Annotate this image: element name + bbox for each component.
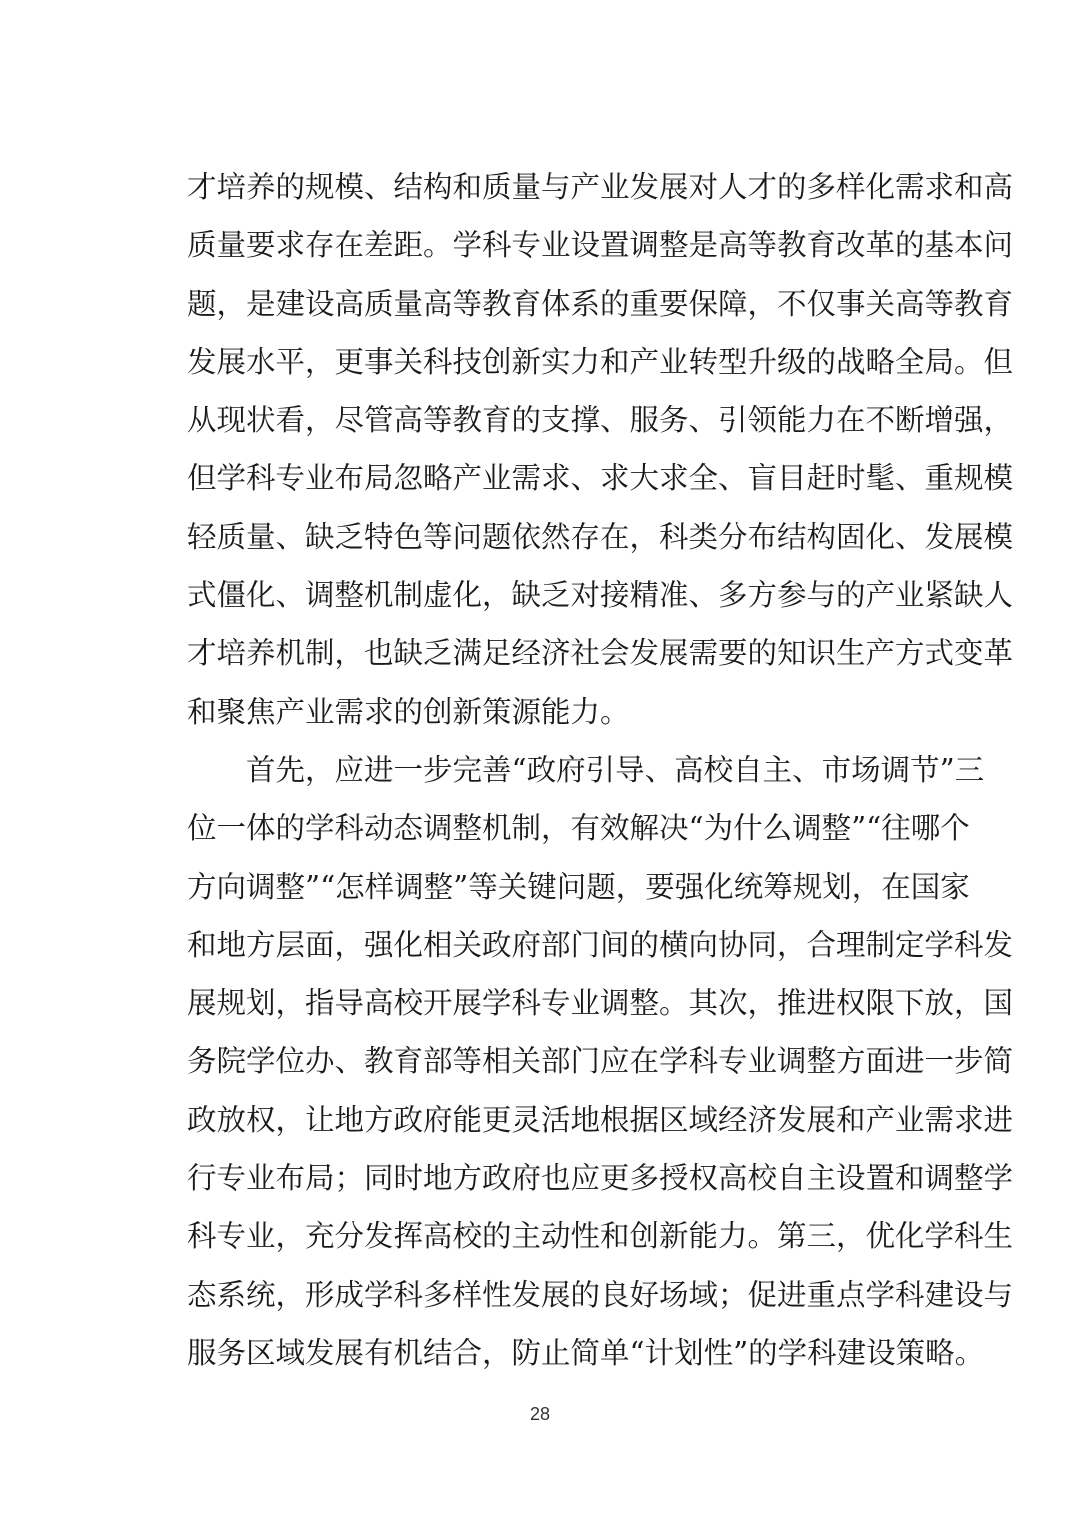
paragraph-2: [187, 741, 1014, 1382]
text-line: 服务区域发展有机结合，防止简单“计划性”的学科建设策略。: [187, 1335, 985, 1370]
text-line: 展规划，指导高校开展学科专业调整。其次，推进权限下放，国: [187, 986, 1014, 1021]
text-line: 位一体的学科动态调整机制，有效解决“为什么调整”“往哪个: [187, 811, 970, 846]
text-line: 方向调整”“怎样调整”等关键问题，要强化统筹规划，在国家: [187, 869, 970, 904]
text-line: 发展水平，更事关科技创新实力和产业转型升级的战略全局。但: [187, 344, 1014, 379]
text-line: 但学科专业布局忽略产业需求、求大求全、盲目赶时髦、重规模: [187, 461, 1014, 496]
text-line: 式僵化、调整机制虚化，缺乏对接精准、多方参与的产业紧缺人: [187, 578, 1014, 613]
text-line: 务院学位办、教育部等相关部门应在学科专业调整方面进一步简: [187, 1044, 1014, 1079]
text-line: 政放权，让地方政府能更灵活地根据区域经济发展和产业需求进: [187, 1102, 1014, 1137]
text-line: 和地方层面，强化相关政府部门间的横向协同，合理制定学科发: [187, 927, 1014, 962]
body-text: [187, 158, 1014, 1382]
text-line: 行专业布局；同时地方政府也应更多授权高校自主设置和调整学: [187, 1161, 1014, 1196]
text-line: 态系统，形成学科多样性发展的良好场域；促进重点学科建设与: [187, 1277, 1014, 1312]
text-line: 才培养机制，也缺乏满足经济社会发展需要的知识生产方式变革: [187, 636, 1014, 671]
text-line: 才培养的规模、结构和质量与产业发展对人才的多样化需求和高: [187, 170, 1014, 204]
text-line: 轻质量、缺乏特色等问题依然存在，科类分布结构固化、发展模: [187, 519, 1014, 554]
page-number: 28: [529, 1404, 551, 1424]
paragraph-1: [187, 158, 1014, 741]
text-line: 题，是建设高质量高等教育体系的重要保障，不仅事关高等教育: [187, 286, 1014, 321]
text-line: 从现状看，尽管高等教育的支撑、服务、引领能力在不断增强，: [187, 403, 1014, 438]
text-line: 首先，应进一步完善“政府引导、高校自主、市场调节”三: [246, 752, 985, 787]
text-line: 科专业，充分发挥高校的主动性和创新能力。第三，优化学科生: [187, 1219, 1014, 1254]
text-line: 质量要求存在差距。学科专业设置调整是高等教育改革的基本问: [187, 228, 1014, 263]
text-line: 和聚焦产业需求的创新策源能力。: [187, 694, 630, 729]
